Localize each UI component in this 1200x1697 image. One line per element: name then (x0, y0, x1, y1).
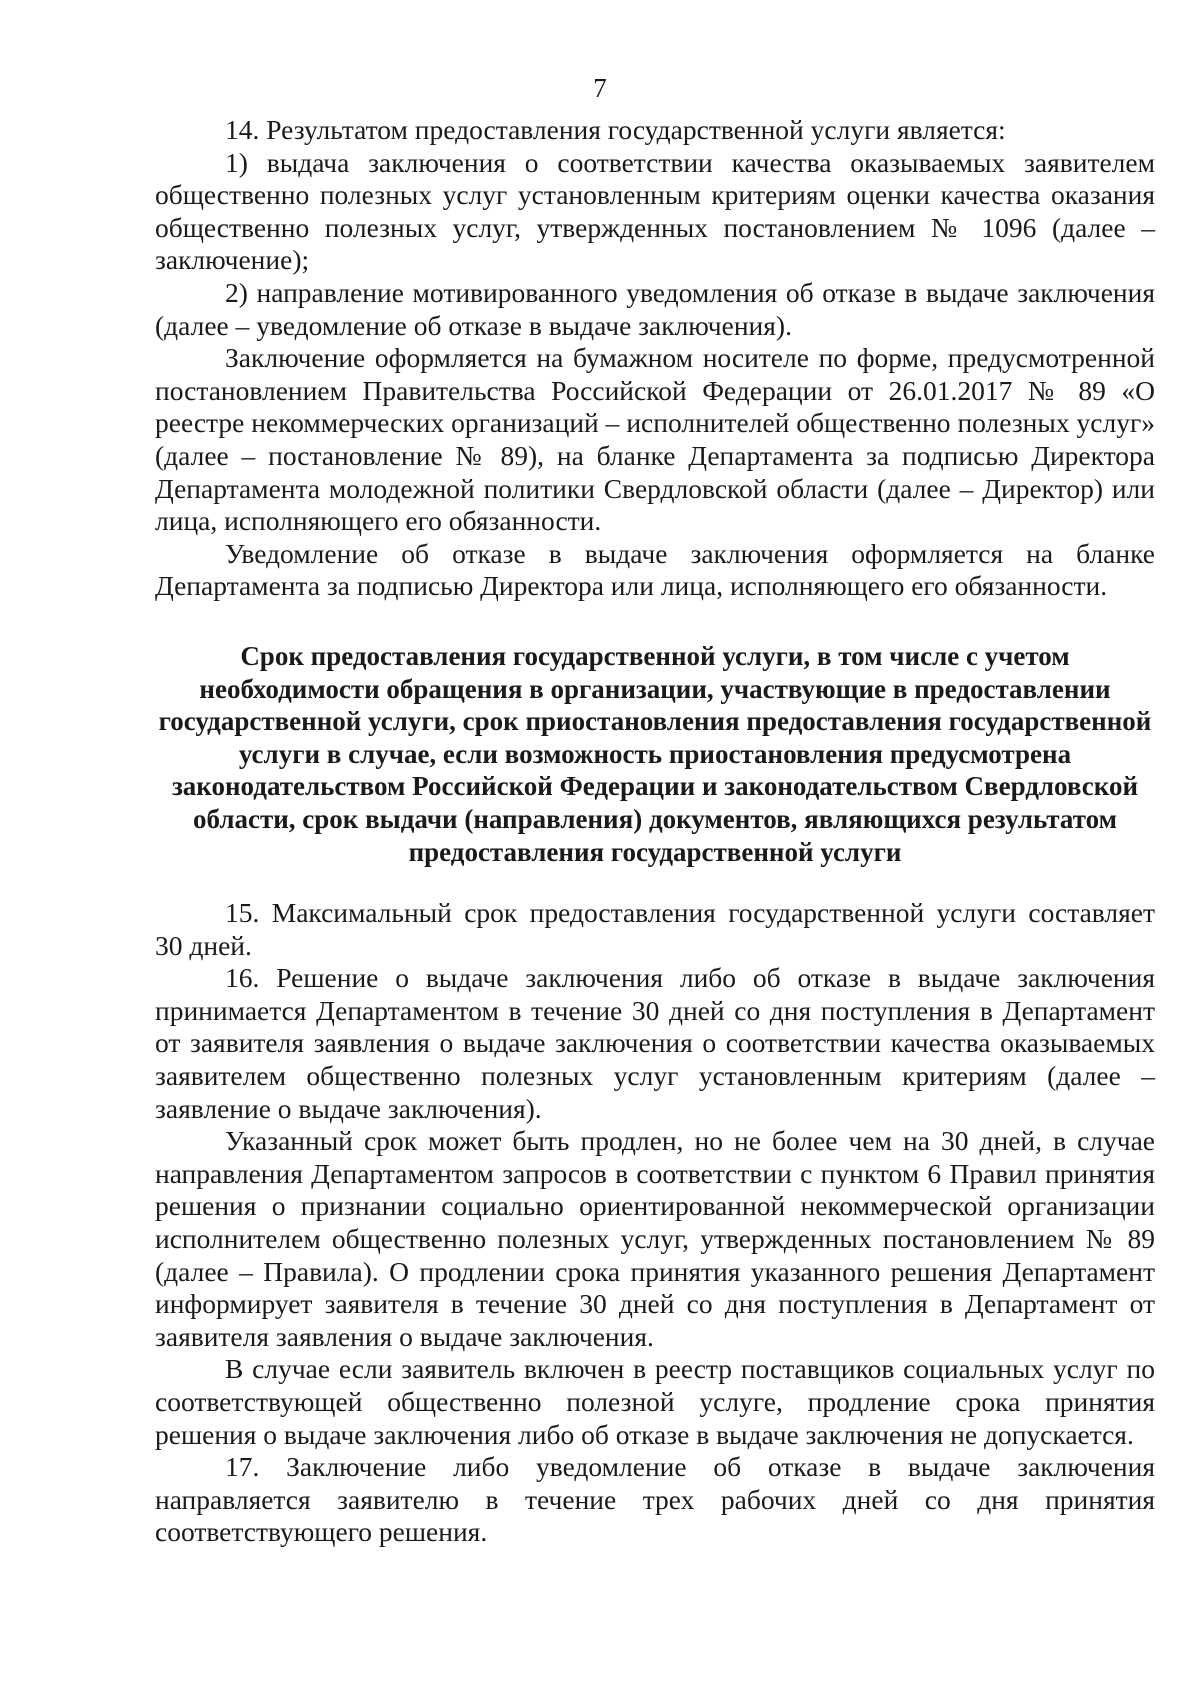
paragraph-extension: Указанный срок может быть продлен, но не более чем на 30 дней, в случае направления Департаментом запросов в соответствии с пунктом 6 Правил принятия решения о признании социально ориентированной некоммерческой организации исполнителем общественно полезных услуг, утвержденных постановлением № 89 (далее – Правила). О продлении срока принятия указанного решения Департамент информирует заявителя в течение 30 дней со дня поступления в Департамент от заявителя заявления о выдаче заключения. (155, 1125, 1155, 1352)
result-section (155, 114, 1155, 603)
list-item-1: 1) выдача заключения о соответствии качества оказываемых заявителем общественно полезных услуг установленным критериям оценки качества оказания общественно полезных услуг, утвержденных постановлением № 1096 (далее – заключение); (155, 146, 1155, 276)
list-item-2: 2) направление мотивированного уведомления об отказе в выдаче заключения (далее – уведомление об отказе в выдаче заключения). (155, 276, 1155, 341)
paragraph-refusal-notice: Уведомление об отказе в выдаче заключения оформляется на бланке Департамента за подписью Директора или лица, исполняющего его обязанности. (155, 537, 1155, 602)
paragraph-registry-case: В случае если заявитель включен в реестр поставщиков социальных услуг по соответствующей общественно полезной услуге, продление срока принятия решения о выдаче заключения либо об отказе в выдаче заключения не допускается. (155, 1353, 1155, 1450)
paragraph-17: 17. Заключение либо уведомление об отказе в выдаче заключения направляется заявителю в течение трех рабочих дней со дня принятия соответствующего решения. (155, 1451, 1155, 1548)
section-heading: Срок предоставления государственной услуги, в том числе с учетом необходимости обращения в организации, участвующие в предоставлении государственной услуги, срок приостановления предоставления государственной услуги в случае, если возможность приостановления предусмотрена законодательством Российской Федерации и законодательством Свердловской области, срок выдачи (направления) документов, являющихся результатом предоставления государственной услуги (158, 641, 1152, 867)
paragraph-14: 14. Результатом предоставления государственной услуги является: (225, 114, 1006, 145)
paragraph-15: 15. Максимальный срок предоставления государственной услуги составляет 30 дней. (155, 897, 1155, 961)
page-number: 7 (593, 73, 607, 103)
paragraph-conclusion-form: Заключение оформляется на бумажном носителе по форме, предусмотренной постановлением Правительства Российской Федерации от 26.01.2017 № 89 «О реестре некоммерческих организаций – исполнителей общественно полезных услуг» (далее – постановление № 89), на бланке Департамента за подписью Директора Департамента молодежной политики Свердловской области (далее – Директор) или лица, исполняющего его обязанности. (155, 342, 1155, 537)
terms-section (155, 897, 1155, 1549)
paragraph-16: 16. Решение о выдаче заключения либо об отказе в выдаче заключения принимается Департаментом в течение 30 дней со дня поступления в Департамент от заявителя заявления о выдаче заключения о соответствии качества оказываемых заявителем общественно полезных услуг установленным критериям (далее – заявление о выдаче заключения). (155, 962, 1155, 1124)
